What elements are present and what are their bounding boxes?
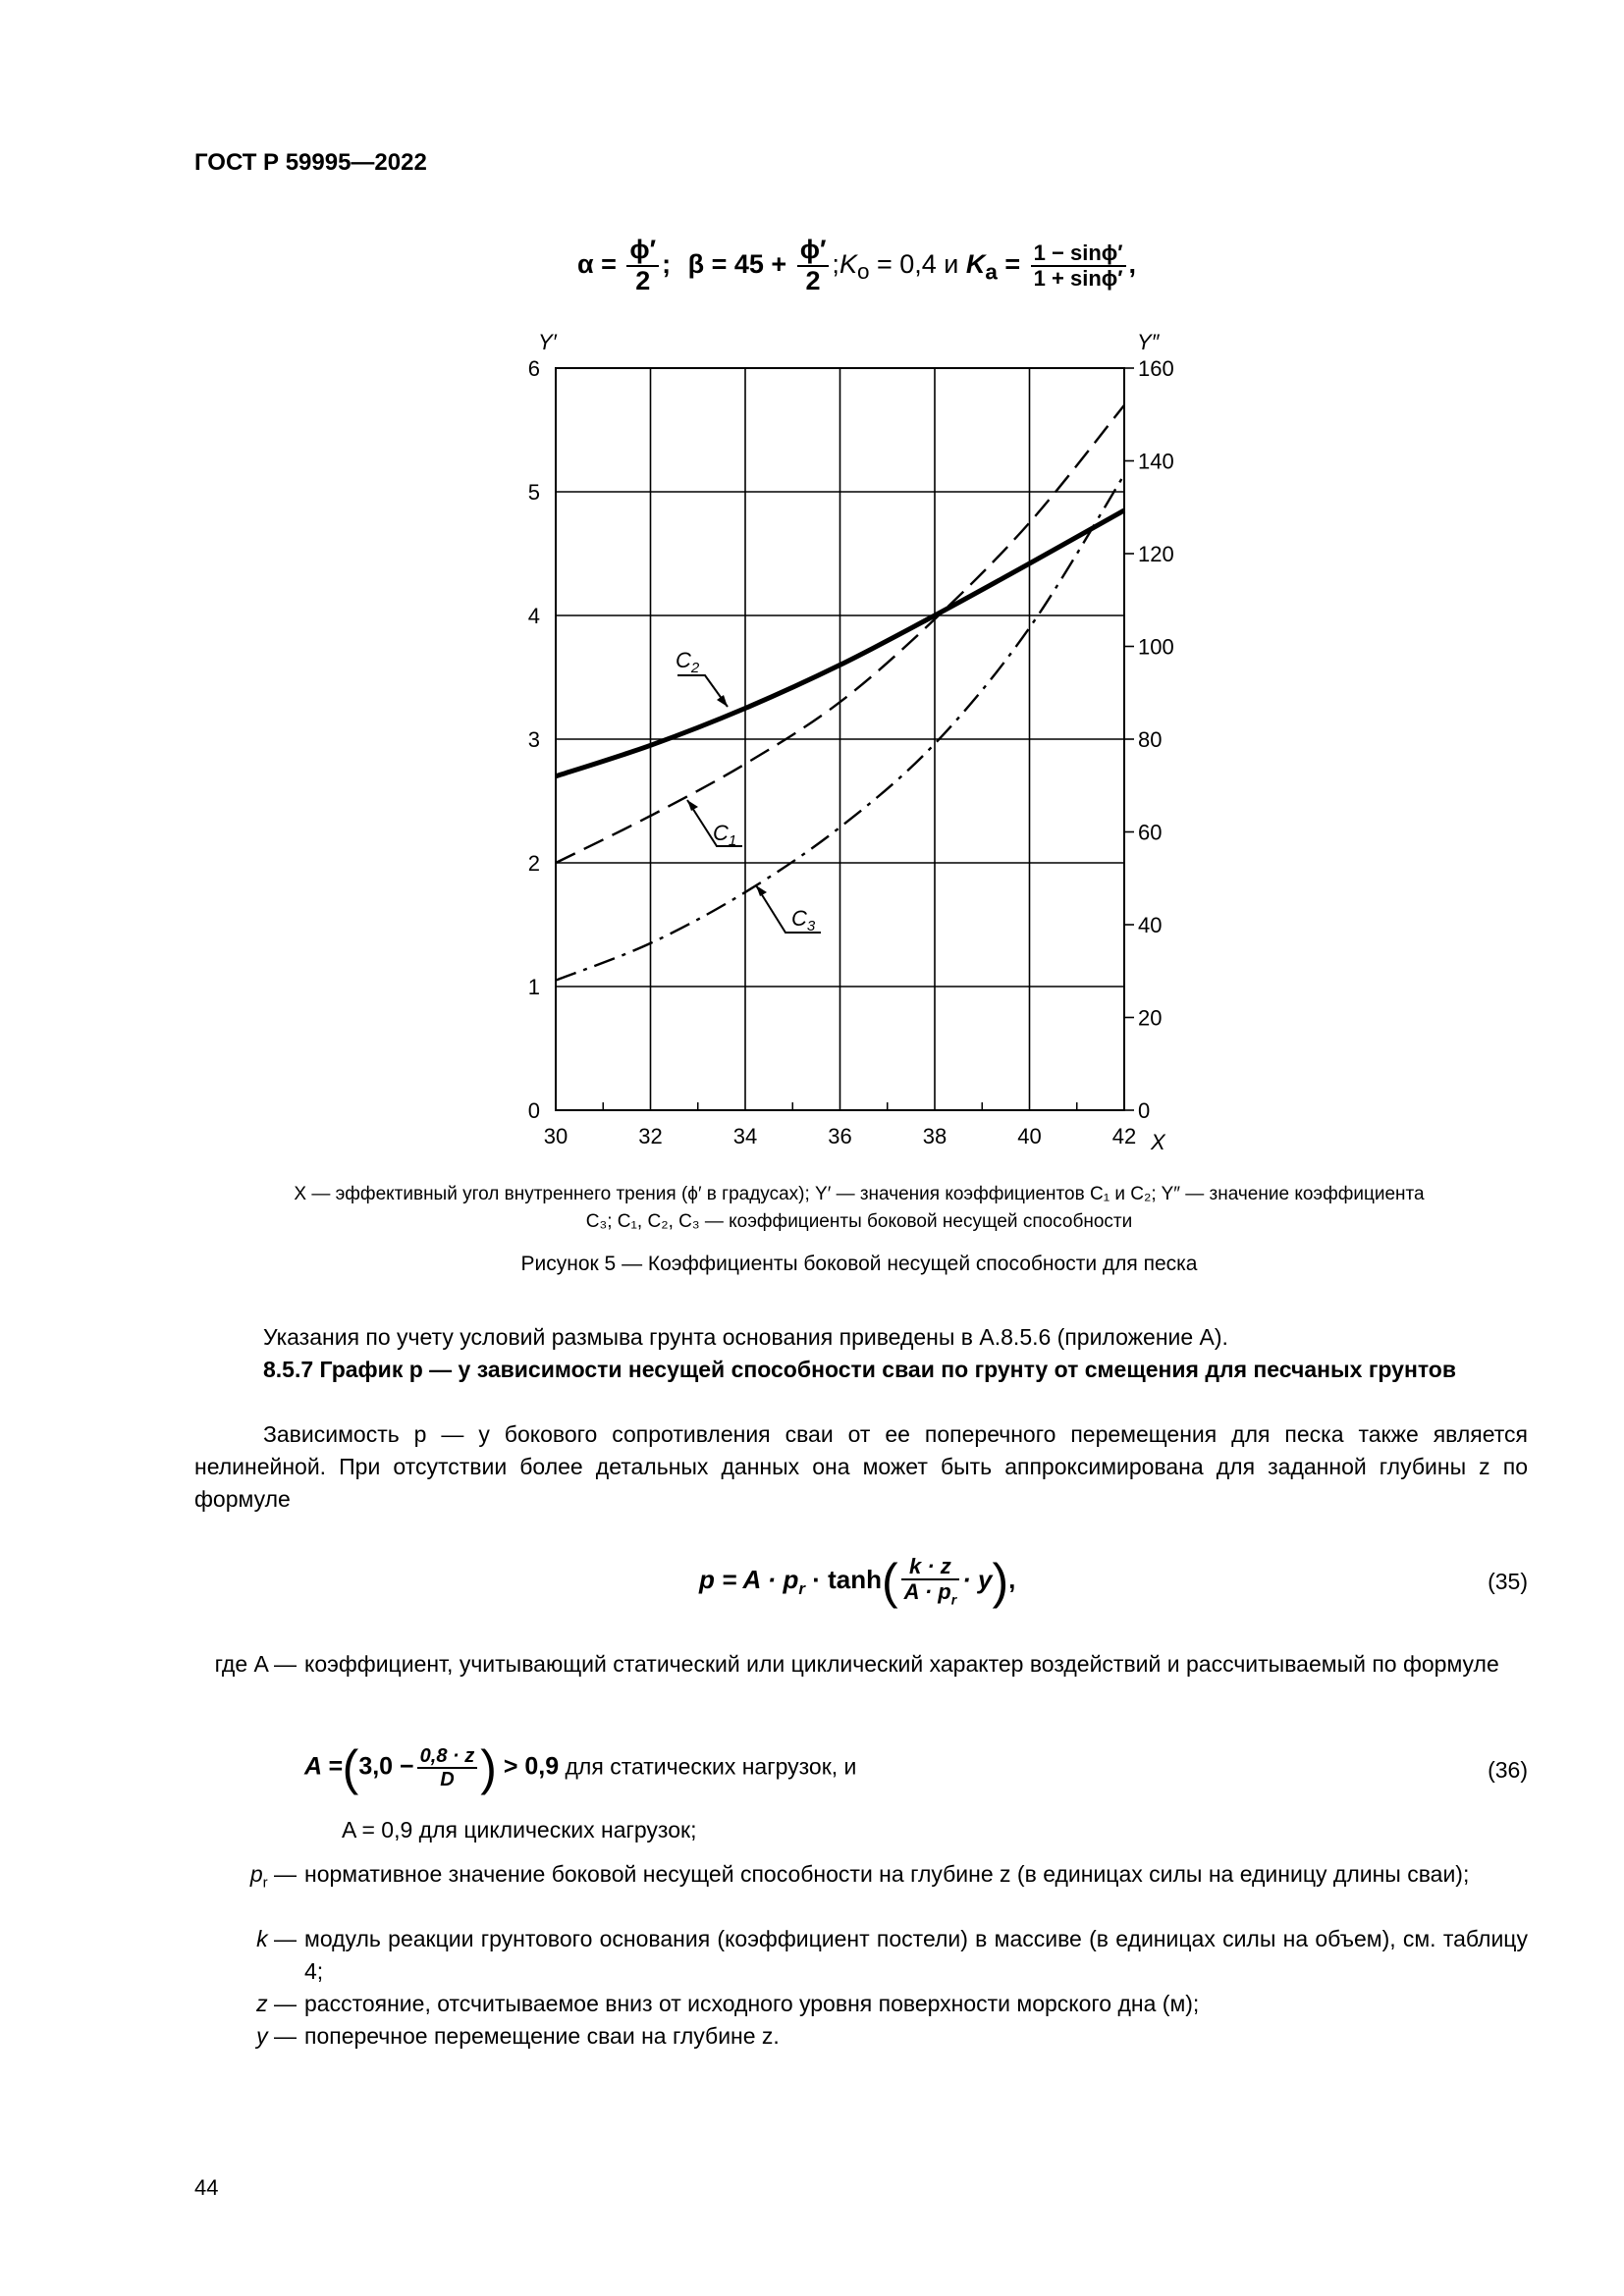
def-a-symbol: где A — [214,1651,297,1677]
eq36-fraction [417,1745,478,1790]
y-left-tick-3: 3 [527,727,540,752]
c2-leader [677,675,728,707]
y-right-tick-100: 100 [1138,634,1174,660]
y-right-tick-0: 0 [1138,1098,1151,1123]
phi-num: ϕ′ [626,236,659,267]
c3-arrow [756,885,767,896]
y-left-tick-4: 4 [527,604,540,628]
ko-value: = 0,4 и [869,248,966,279]
equation-36: A =(3,0 − $\frac{0,8 \cdot z}{D}$ ) > 0,9 для статических нагрузок, и [304,1740,857,1795]
definition-y [0,2020,1624,2085]
ko-symbol: K [839,248,857,279]
alpha-label: α = [577,248,617,279]
def-text: расстояние, отсчитываемое вниз от исходного уровня поверхности морского дна (м); [304,1991,1200,2016]
y-right-tick-120: 120 [1138,542,1174,566]
eq36-num: 0,8 · z [417,1745,478,1769]
cyclic-note: A = 0,9 для циклических нагрузок; [342,1817,697,1842]
def-text: поперечное перемещение сваи на глубине z. [304,2023,780,2049]
section-title: График p — y зависимости несущей способности сваи по грунту от смещения для песчаных грунтов [313,1357,1456,1382]
eq35-fraction [901,1555,960,1608]
equation-36-number: (36) [1488,1757,1528,1783]
y-left-tick-6: 6 [527,356,540,381]
equation-35: $p = A \cdot p_r \cdot \tanh$( $\frac{k \cdot z}{A \cdot p_r}$ · y), [699,1554,1016,1609]
c1-label: $C_1$ [713,821,737,849]
eq36-gt: > 0,9 [496,1752,560,1781]
c3-label: $C_3$ [791,906,816,934]
x-axis-label: X [1151,1130,1165,1154]
y-right-tick-140: 140 [1138,449,1174,474]
def-symbol: $p_r$ — [249,1861,297,1892]
definition-p [0,1858,1624,1923]
doc-header: ГОСТ Р 59995—2022 [194,149,427,176]
phi-den: 2 [635,265,651,295]
y-left-tick-5: 5 [527,480,540,505]
eq35-tail: · y [962,1564,993,1594]
x-tick-40: 40 [1017,1124,1042,1148]
x-tick-38: 38 [922,1124,947,1148]
y-right-tick-40: 40 [1138,913,1163,937]
x-tick-36: 36 [828,1124,852,1148]
def-symbol: y — [256,2023,297,2049]
x-tick-32: 32 [638,1124,663,1148]
def-symbol: k — [256,1926,297,1951]
section-number: 8.5.7 [263,1357,314,1382]
ka-end: , [1128,248,1137,279]
eq35-den-sub: r [950,1591,957,1608]
paragraph-py: Зависимость p — y бокового сопротивления сваи от ее поперечного перемещения для песка также является нелинейной. При отсутствии более детальных данных она может быть аппроксимирована для заданной глубины z по формуле [194,1421,1528,1512]
eq35-lhs: p = A · p [699,1564,799,1594]
ko-sub: o [856,259,870,285]
ka-symbol: K [965,248,986,279]
sep2: ; [832,248,839,279]
eq36-text: для статических нагрузок, и [559,1753,857,1780]
sep1: ; [662,248,672,279]
page-number: 44 [194,2175,219,2200]
y-left-tick-0: 0 [527,1098,540,1123]
c1-arrow [687,800,698,811]
def-text: нормативное значение боковой несущей способности на глубине z (в единицах силы на единицу длины сваи); [304,1861,1470,1887]
ka-sub: a [985,259,998,285]
paragraph-scour: Указания по учету условий размыва грунта основания приведены в А.8.5.6 (приложение А). [263,1324,1228,1350]
eq35-end: , [1008,1564,1016,1594]
c2-arrow [717,695,728,707]
ka-den: 1 + sinϕ′ [1033,265,1123,291]
x-tick-30: 30 [543,1124,568,1148]
eq35-den: A · p [903,1579,951,1605]
equation-35-number: (35) [1488,1569,1528,1594]
eq35-num: k · z [901,1555,960,1580]
y-right-axis-label: Y″ [1137,330,1160,354]
definition-k [0,1923,1624,1988]
definition-a [0,1648,1624,1717]
def-a-text: коэффициент, учитывающий статический или циклический характер воздействий и рассчитываемый по формуле [304,1651,1499,1677]
eq36-lhs: A = [304,1752,343,1781]
def-text: модуль реакции грунтового основания (коэффициент постели) в массиве (в единицах силы на объем), см. таблицу 4; [304,1926,1528,1984]
y-left-tick-2: 2 [527,851,540,876]
x-tick-42: 42 [1111,1124,1137,1148]
c2-label: $C_2$ [676,648,700,676]
eq35-tanh: · tanh [804,1564,882,1594]
section-heading [194,1354,1528,1386]
y-left-axis-label: Y′ [538,330,557,354]
eq36-den: D [440,1769,455,1790]
ka-num: 1 − sinϕ′ [1031,241,1126,267]
def-symbol: z — [256,1991,297,2016]
figure-title: Рисунок 5 — Коэффициенты боковой несущей способности для песка [520,1253,1198,1275]
beta-label: β = 45 + [687,248,787,279]
phi-num-2: ϕ′ [797,236,830,267]
x-tick-34: 34 [732,1124,758,1148]
figure-legend [187,1181,1532,1236]
y-right-tick-80: 80 [1138,727,1163,752]
ka-eq: = [997,248,1021,279]
y-right-tick-60: 60 [1138,820,1163,845]
y-right-tick-20: 20 [1138,1005,1163,1031]
eq36-three: 3,0 − [358,1752,414,1781]
chart-grid [556,368,1124,1110]
eq35-lhs-sub: r [798,1579,805,1599]
y-right-tick-160: 160 [1138,356,1174,381]
y-left-tick-1: 1 [527,975,540,999]
legend-line-2: C₃; C₁, C₂, C₃ — коэффициенты боковой несущей способности [585,1211,1133,1232]
legend-line-1: X — эффективный угол внутреннего трения (ϕ′ в градусах); Y′ — значения коэффициентов C₁ и C₂; Y″ — значение коэффициента [294,1184,1425,1204]
phi-den-2: 2 [805,265,821,295]
